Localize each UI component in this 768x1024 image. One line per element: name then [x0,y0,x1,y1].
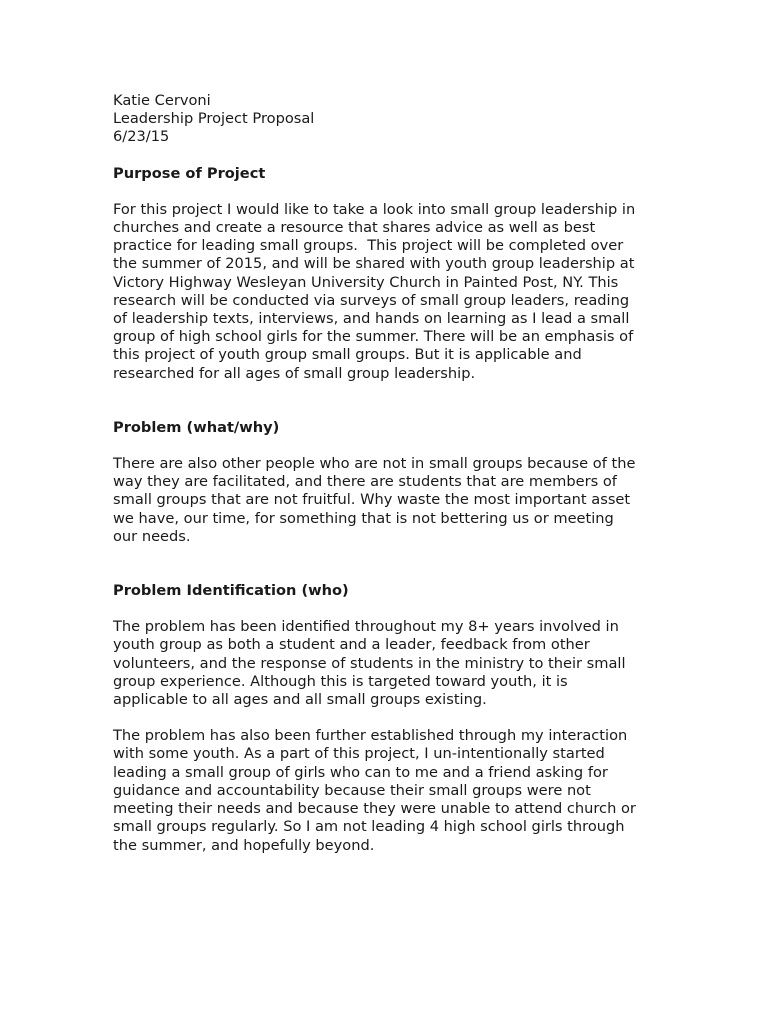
spacer [113,183,658,201]
paragraph [113,455,658,546]
text-line: way they are facilitated, and there are students that are members of [113,473,617,491]
document-date: 6/23/15 [113,128,170,146]
document-page [113,92,658,855]
spacer [113,546,658,582]
text-line: leading a small group of girls who can to me and a friend asking for [113,763,608,781]
text-line: The problem has also been further established through my interaction [113,727,628,745]
text-line: group of high school girls for the summer. There will be an emphasis of [113,328,634,346]
text-line: we have, our time, for something that is not bettering us or meeting [113,509,614,527]
text-line: churches and create a resource that shares advice as well as best [113,219,596,237]
author-name: Katie Cervoni [113,92,211,109]
text-line: applicable to all ages and all small groups existing. [113,691,487,709]
spacer [113,437,658,455]
section-heading: Problem Identification (who) [113,582,349,600]
text-line: with some youth. As a part of this project, I un-intentionally started [113,745,605,763]
text-line: youth group as both a student and a leader, feedback from other [113,636,590,654]
paragraph [113,618,658,709]
spacer [113,147,658,165]
text-line: For this project I would like to take a look into small group leadership in [113,200,636,218]
spacer [113,600,658,618]
text-line: the summer of 2015, and will be shared with youth group leadership at [113,255,635,273]
spacer [113,383,658,419]
text-line: the summer, and hopefully beyond. [113,836,375,854]
text-line: Victory Highway Wesleyan University Church in Painted Post, NY. This [113,273,619,291]
section-problem-identification [113,582,658,855]
section-heading: Problem (what/why) [113,418,280,436]
section-problem [113,419,658,546]
text-line: group experience. Although this is targeted toward youth, it is [113,672,568,690]
text-line: guidance and accountability because their small groups were not [113,781,591,799]
text-line: practice for leading small groups. This project will be completed over [113,237,624,255]
text-line: small groups that are not fruitful. Why waste the most important asset [113,491,631,509]
text-line: There are also other people who are not in small groups because of the [113,455,636,473]
text-line: meeting their needs and because they were unable to attend church or [113,800,636,818]
text-line: small groups regularly. So I am not leading 4 high school girls through [113,818,625,836]
text-line: this project of youth group small groups. But it is applicable and [113,346,582,364]
paragraph [113,727,658,854]
text-line: The problem has been identified throughout my 8+ years involved in [113,618,619,636]
section-heading: Purpose of Project [113,164,266,182]
text-line: researched for all ages of small group leadership. [113,364,476,382]
text-line: research will be conducted via surveys of small group leaders, reading [113,291,630,309]
paragraph [113,201,658,383]
text-line: volunteers, and the response of students in the ministry to their small [113,654,626,672]
section-purpose [113,165,658,383]
text-line: of leadership texts, interviews, and hands on learning as I lead a small [113,310,630,328]
spacer [113,709,658,727]
document-title: Leadership Project Proposal [113,110,315,128]
document-header [113,92,658,147]
text-line: our needs. [113,527,191,545]
